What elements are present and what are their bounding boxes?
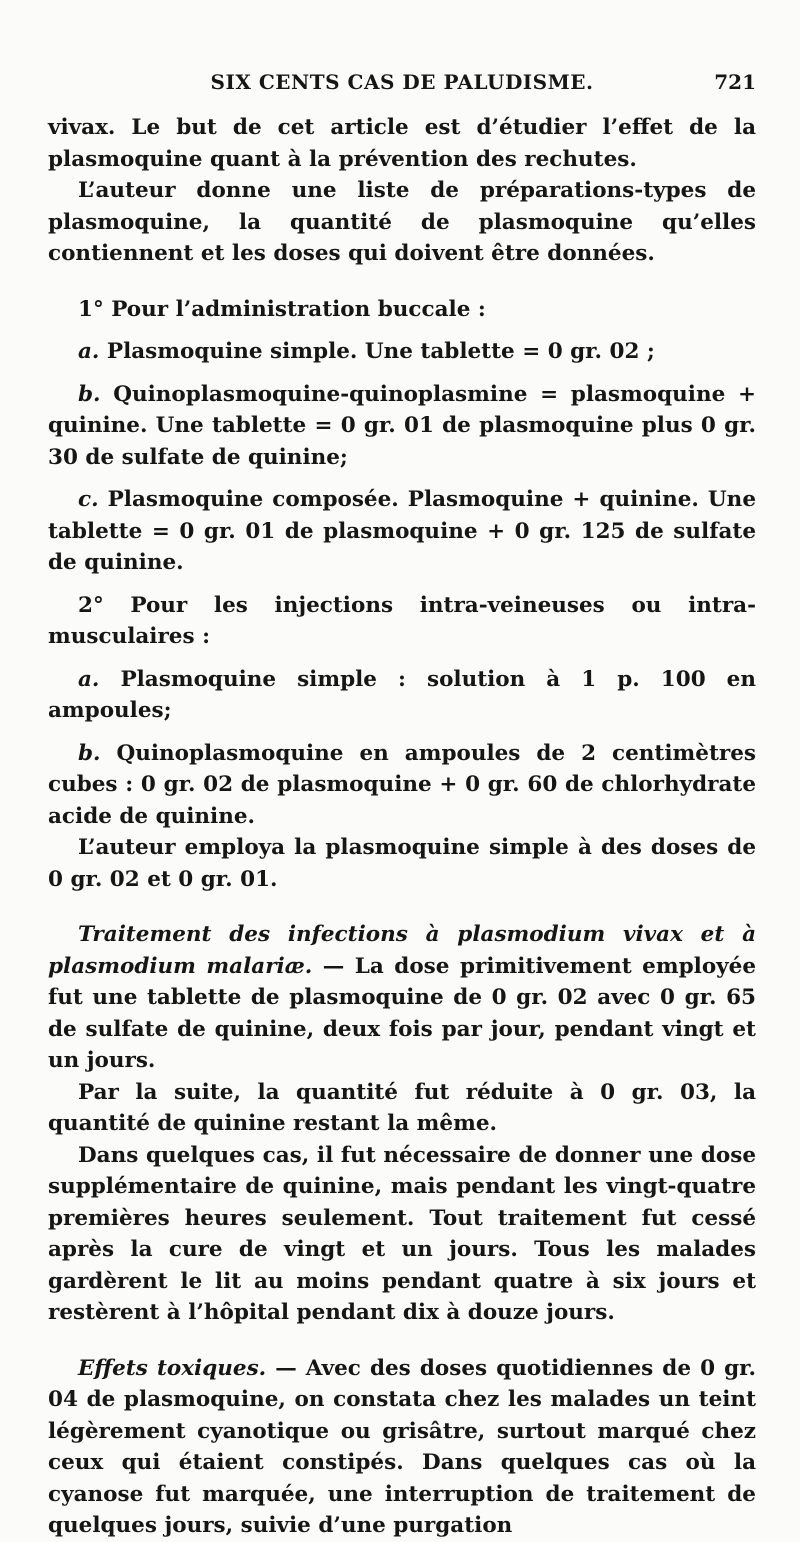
- toxic-effects-heading: Effets toxiques.: [78, 1355, 267, 1381]
- injection-item-b: [48, 738, 756, 833]
- page-number: 721: [714, 70, 756, 94]
- item-text: Plasmoquine composée. Plasmoquine + quinine. Une tablette = 0 gr. 01 de plasmoquine + 0 gr. 125 de sulfate de quinine.: [48, 487, 756, 575]
- paragraph-doses: L’auteur employa la plasmoquine simple à des doses de 0 gr. 02 et 0 gr. 01.: [48, 835, 756, 892]
- paragraph-treatment: [48, 919, 756, 1077]
- oral-item-a: [48, 336, 756, 368]
- toxic-effects-text: — Avec des doses quotidiennes de 0 gr. 04 de plasmoquine, on constata chez les malades un teint légèrement cyanotique ou grisâtre, surtout marqué chez ceux qui étaient constipés. Dans quelques cas où la cyanose fut marquée, une interruption de traitement de quelques jours, suivie d’une purgation: [48, 1355, 756, 1538]
- treatment-heading: Traitement des infections à plasmodium vivax et à plasmodium malariæ.: [48, 922, 756, 979]
- paragraph-list-intro: L’auteur donne une liste de préparations-types de plasmoquine, la quantité de plasmoquine qu’elles contiennent et les doses qui doivent être données.: [48, 178, 756, 266]
- paragraph-intro: vivax. Le but de cet article est d’étudier l’effet de la plasmoquine quant à la prévention des rechutes.: [48, 115, 756, 172]
- treatment-text: — La dose primitivement employée fut une tablette de plasmoquine de 0 gr. 02 avec 0 gr. 65 de sulfate de quinine, deux fois par jour, pendant vingt et un jours.: [48, 953, 757, 1073]
- item-text: Plasmoquine simple : solution à 1 p. 100 en ampoules;: [48, 666, 756, 723]
- page-body: [48, 112, 756, 1542]
- paragraph-toxic-effects: [48, 1353, 756, 1542]
- page-header: [48, 70, 756, 100]
- paragraph-cases: Dans quelques cas, il fut nécessaire de donner une dose supplémentaire de quinine, mais pendant les vingt-quatre premières heures seulement. Tout traitement fut cessé après la cure de vingt et un jours. Tous les malades gardèrent le lit au moins pendant quatre à six jours et restèrent à l’hôpital pendant dix à douze jours.: [48, 1142, 756, 1325]
- item-text: Quinoplasmoquine en ampoules de 2 centimètres cubes : 0 gr. 02 de plasmoquine + 0 gr. 60 de chlorhydrate acide de quinine.: [48, 740, 756, 829]
- item-label: b.: [78, 740, 101, 766]
- item-text: Plasmoquine simple. Une tablette = 0 gr. 02 ;: [106, 339, 655, 364]
- oral-heading: 1° Pour l’administration buccale :: [78, 296, 486, 322]
- oral-item-c: [48, 484, 756, 579]
- item-label: b.: [78, 381, 101, 407]
- injection-heading: 2° Pour les injections intra-veineuses ou intra-musculaires :: [48, 592, 756, 649]
- oral-item-b: [48, 379, 756, 474]
- injection-item-a: [48, 664, 756, 727]
- running-title: SIX CENTS CAS DE PALUDISME.: [210, 70, 594, 94]
- item-label: c.: [78, 487, 99, 512]
- item-label: a.: [78, 339, 100, 364]
- item-text: Quinoplasmoquine-quinoplasmine = plasmoquine + quinine. Une tablette = 0 gr. 01 de plasmoquine plus 0 gr. 30 de sulfate de quinine;: [48, 381, 756, 470]
- item-label: a.: [78, 666, 100, 692]
- paragraph-reduction: Par la suite, la quantité fut réduite à 0 gr. 03, la quantité de quinine restant la même.: [48, 1079, 756, 1136]
